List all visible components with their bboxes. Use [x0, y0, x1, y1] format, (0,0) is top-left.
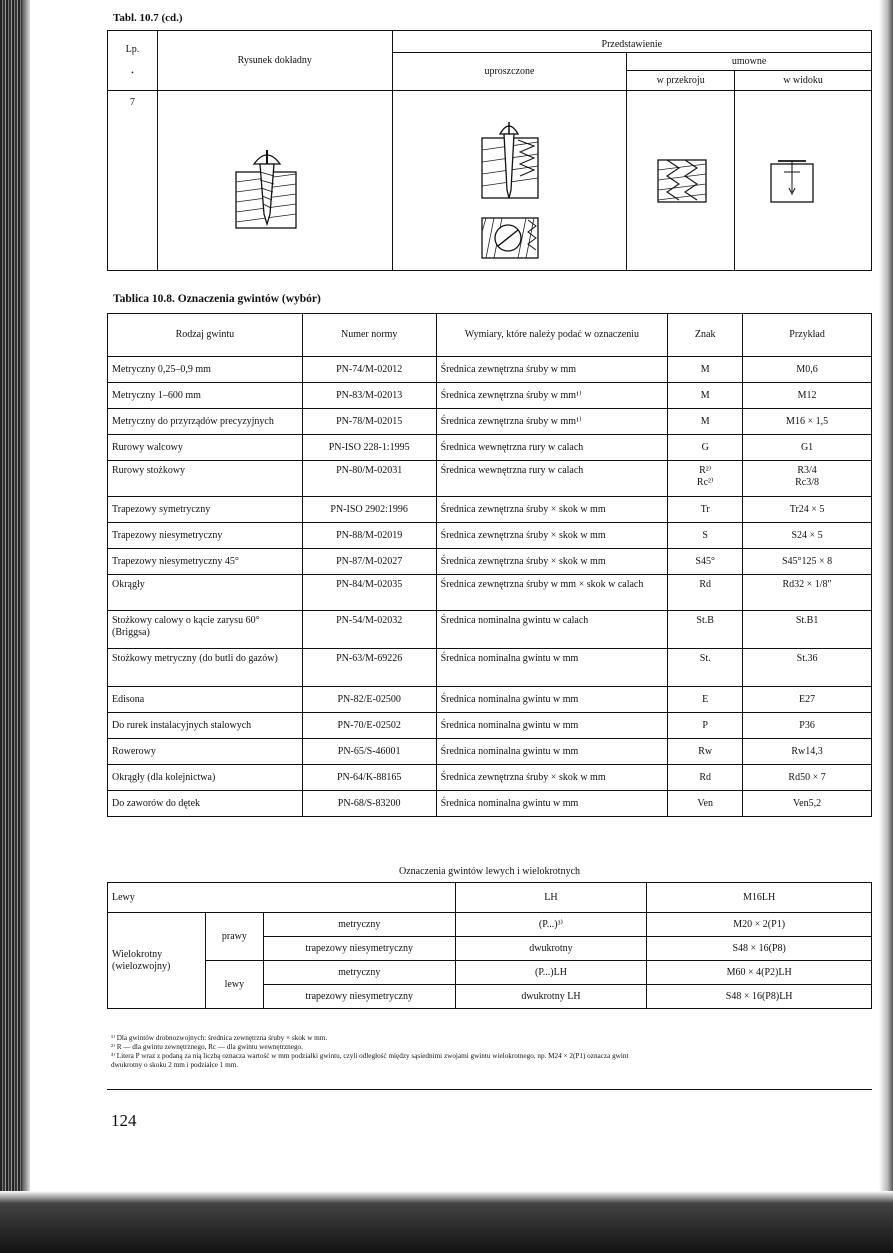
table-10-8	[107, 313, 872, 817]
table-row	[108, 357, 872, 383]
table-row	[108, 523, 872, 549]
table-row	[108, 713, 872, 739]
cell-rodzaj: Do zaworów do dętek	[108, 791, 303, 817]
header-w-przekroju: w przekroju	[627, 71, 735, 91]
table-row	[108, 435, 872, 461]
cell-znak: M	[668, 383, 743, 409]
lewy-label: Lewy	[108, 883, 456, 913]
cell-wymiary: Średnica wewnętrzna rury w calach	[436, 461, 668, 497]
cell-rodzaj: Do rurek instalacyjnych stalowych	[108, 713, 303, 739]
lh-typ-1: trapezowy niesymetryczny	[263, 937, 455, 961]
lh-typ-0: metryczny	[263, 913, 455, 937]
cell-norma: PN-ISO 228-1:1995	[302, 435, 436, 461]
cell-rodzaj: Trapezowy niesymetryczny 45°	[108, 549, 303, 575]
header-uproszczone: uproszczone	[392, 53, 627, 91]
header-cell-2: Wymiary, które należy podać w oznaczeniu	[436, 314, 668, 357]
bottom-rule	[107, 1089, 872, 1090]
lh-przyklad-2: M60 × 4(P2)LH	[647, 961, 872, 985]
cell-wymiary: Średnica zewnętrzna śruby × skok w mm	[436, 497, 668, 523]
table-10-8-header	[108, 314, 872, 357]
cell-znak: R²⁾ Rc²⁾	[668, 461, 743, 497]
cell-znak: S45°	[668, 549, 743, 575]
cell-znak: Rd	[668, 765, 743, 791]
lh-znak-1: dwukrotny	[455, 937, 647, 961]
cell-norma: PN-70/E-02502	[302, 713, 436, 739]
cell-rodzaj: Trapezowy niesymetryczny	[108, 523, 303, 549]
header-w-widoku: w widoku	[735, 71, 872, 91]
cell-rodzaj: Trapezowy symetryczny	[108, 497, 303, 523]
lh-typ-3: trapezowy niesymetryczny	[263, 985, 455, 1009]
cell-znak: G	[668, 435, 743, 461]
cell-rodzaj: Okrągły (dla kolejnictwa)	[108, 765, 303, 791]
lh-przyklad-1: S48 × 16(P8)	[647, 937, 872, 961]
screw-simplified-drawing	[478, 120, 542, 265]
binding-gradient	[22, 0, 30, 1253]
cell-wymiary: Średnica zewnętrzna śruby × skok w mm	[436, 549, 668, 575]
table-row	[108, 461, 872, 497]
table-row	[108, 687, 872, 713]
cell-wymiary: Średnica nominalna gwintu w mm	[436, 687, 668, 713]
cell-znak: P	[668, 713, 743, 739]
lewy-sub-label: lewy	[205, 961, 263, 1009]
cell-norma: PN-78/M-02015	[302, 409, 436, 435]
cell-przyklad: St.B1	[743, 611, 872, 649]
header-przedstawienie: Przedstawienie	[392, 31, 871, 53]
cell-znak: M	[668, 357, 743, 383]
lewy-znak: LH	[455, 883, 647, 913]
wielokrotny-label: Wielokrotny (wielozwojny)	[108, 913, 206, 1009]
cell-norma: PN-74/M-02012	[302, 357, 436, 383]
table-lh	[107, 882, 872, 1009]
cell-wymiary: Średnica zewnętrzna śruby w mm × skok w calach	[436, 575, 668, 611]
cell-znak: M	[668, 409, 743, 435]
cell-przyklad: M12	[743, 383, 872, 409]
cell-rodzaj: Metryczny do przyrządów precyzyjnych	[108, 409, 303, 435]
cell-rodzaj: Rurowy stożkowy	[108, 461, 303, 497]
cell-znak: S	[668, 523, 743, 549]
page-edge-shadow	[879, 0, 893, 1253]
cell-przyklad: St.36	[743, 649, 872, 687]
cell-norma: PN-83/M-02013	[302, 383, 436, 409]
lh-typ-2: metryczny	[263, 961, 455, 985]
lh-znak-3: dwukrotny LH	[455, 985, 647, 1009]
table-row	[108, 649, 872, 687]
cell-wymiary: Średnica nominalna gwintu w calach	[436, 611, 668, 649]
table-row	[108, 791, 872, 817]
cell-rodzaj: Okrągły	[108, 575, 303, 611]
footnote-3-cont: dwukrotny o skoku 2 mm i podziałce 1 mm.	[111, 1061, 239, 1069]
cell-wymiary: Średnica nominalna gwintu w mm	[436, 739, 668, 765]
cell-wymiary: Średnica nominalna gwintu w mm	[436, 791, 668, 817]
cell-wymiary: Średnica zewnętrzna śruby × skok w mm	[436, 523, 668, 549]
cell-norma: PN-63/M-69226	[302, 649, 436, 687]
cell-rodzaj: Metryczny 1–600 mm	[108, 383, 303, 409]
cell-wymiary: Średnica zewnętrzna śruby w mm	[436, 357, 668, 383]
cell-norma: PN-84/M-02035	[302, 575, 436, 611]
cell-norma: PN-82/E-02500	[302, 687, 436, 713]
prawy-label: prawy	[205, 913, 263, 961]
thread-section-drawing	[655, 156, 711, 206]
cell-znak: E	[668, 687, 743, 713]
cell-przyklad: E27	[743, 687, 872, 713]
cell-norma: PN-87/M-02027	[302, 549, 436, 575]
lh-znak-0: (P...)³⁾	[455, 913, 647, 937]
footnote-2: ²⁾ R — dla gwintu zewnętrznego, Rc — dla gwintu wewnętrznego.	[111, 1043, 303, 1051]
header-umowne: umowne	[627, 53, 872, 71]
cell-przyklad: Rw14,3	[743, 739, 872, 765]
table-row	[108, 611, 872, 649]
lh-przyklad-3: S48 × 16(P8)LH	[647, 985, 872, 1009]
cell-wymiary: Średnica wewnętrzna rury w calach	[436, 435, 668, 461]
scan-bottom-shadow	[0, 1191, 893, 1253]
cell-rodzaj: Rurowy walcowy	[108, 435, 303, 461]
cell-norma: PN-ISO 2902:1996	[302, 497, 436, 523]
footnote-3: ³⁾ Litera P wraz z podaną za nią liczbą oznacza wartość w mm podziałki gwintu, czyli odległość między sąsiednimi zwojami gwintu wielokrotnego, np. M24 × 2(P1) oznacza gwint	[111, 1052, 629, 1060]
cell-rodzaj: Stożkowy metryczny (do butli do gazów)	[108, 649, 303, 687]
footnote-1: ¹⁾ Dla gwintów drobnozwojnych: średnica zewnętrzna śruby × skok w mm.	[111, 1034, 328, 1042]
cell-norma: PN-80/M-02031	[302, 461, 436, 497]
cell-przyklad: G1	[743, 435, 872, 461]
screw-exact-drawing	[232, 142, 302, 232]
table-row	[108, 765, 872, 791]
cell-przyklad: R3/4 Rc3/8	[743, 461, 872, 497]
cell-przyklad: M0,6	[743, 357, 872, 383]
cell-rodzaj: Metryczny 0,25–0,9 mm	[108, 357, 303, 383]
cell-przyklad: Ven5,2	[743, 791, 872, 817]
table-row	[108, 575, 872, 611]
thread-view-drawing	[768, 156, 816, 206]
cell-norma: PN-88/M-02019	[302, 523, 436, 549]
lp-mark: •	[131, 69, 134, 78]
row-number: 7	[108, 91, 158, 271]
cell-znak: St.	[668, 649, 743, 687]
header-cell-0: Rodzaj gwintu	[108, 314, 303, 357]
page-number: 124	[111, 1111, 137, 1130]
cell-rodzaj: Rowerowy	[108, 739, 303, 765]
cell-wymiary: Średnica zewnętrzna śruby w mm¹⁾	[436, 383, 668, 409]
table-row	[108, 409, 872, 435]
cell-przyklad: M16 × 1,5	[743, 409, 872, 435]
cell-norma: PN-64/K-88165	[302, 765, 436, 791]
header-cell-1: Numer normy	[302, 314, 436, 357]
table-row	[108, 497, 872, 523]
cell-znak: Rd	[668, 575, 743, 611]
cell-przyklad: P36	[743, 713, 872, 739]
cell-norma: PN-65/S-46001	[302, 739, 436, 765]
table-10-8-caption: Tablica 10.8. Oznaczenia gwintów (wybór)	[113, 293, 321, 305]
table-lh-caption: Oznaczenia gwintów lewych i wielokrotnych	[398, 866, 581, 877]
cell-znak: Ven	[668, 791, 743, 817]
lh-przyklad-0: M20 × 2(P1)	[647, 913, 872, 937]
lewy-przyklad: M16LH	[647, 883, 872, 913]
header-lp	[108, 31, 158, 91]
cell-rodzaj: Stożkowy calowy o kącie zarysu 60° (Briggsa)	[108, 611, 303, 649]
page-title: Tabl. 10.7 (cd.)	[113, 12, 183, 24]
header-cell-4: Przykład	[743, 314, 872, 357]
book-binding-shadow	[0, 0, 22, 1253]
cell-przyklad: Rd32 × 1/8″	[743, 575, 872, 611]
cell-przyklad: S24 × 5	[743, 523, 872, 549]
table-row	[108, 383, 872, 409]
cell-wymiary: Średnica zewnętrzna śruby × skok w mm	[436, 765, 668, 791]
cell-przyklad: S45°125 × 8	[743, 549, 872, 575]
cell-norma: PN-54/M-02032	[302, 611, 436, 649]
cell-wymiary: Średnica nominalna gwintu w mm	[436, 713, 668, 739]
cell-wymiary: Średnica zewnętrzna śruby w mm¹⁾	[436, 409, 668, 435]
cell-przyklad: Tr24 × 5	[743, 497, 872, 523]
lh-znak-2: (P...)LH	[455, 961, 647, 985]
cell-przyklad: Rd50 × 7	[743, 765, 872, 791]
table-row	[108, 739, 872, 765]
cell-norma: PN-68/S-83200	[302, 791, 436, 817]
footnotes	[111, 1034, 871, 1070]
cell-rodzaj: Edisona	[108, 687, 303, 713]
header-rysunek: Rysunek dokładny	[157, 31, 392, 91]
cell-znak: St.B	[668, 611, 743, 649]
cell-znak: Tr	[668, 497, 743, 523]
lp-label: Lp.	[125, 43, 140, 55]
cell-znak: Rw	[668, 739, 743, 765]
cell-wymiary: Średnica nominalna gwintu w mm	[436, 649, 668, 687]
header-cell-3: Znak	[668, 314, 743, 357]
table-row	[108, 549, 872, 575]
